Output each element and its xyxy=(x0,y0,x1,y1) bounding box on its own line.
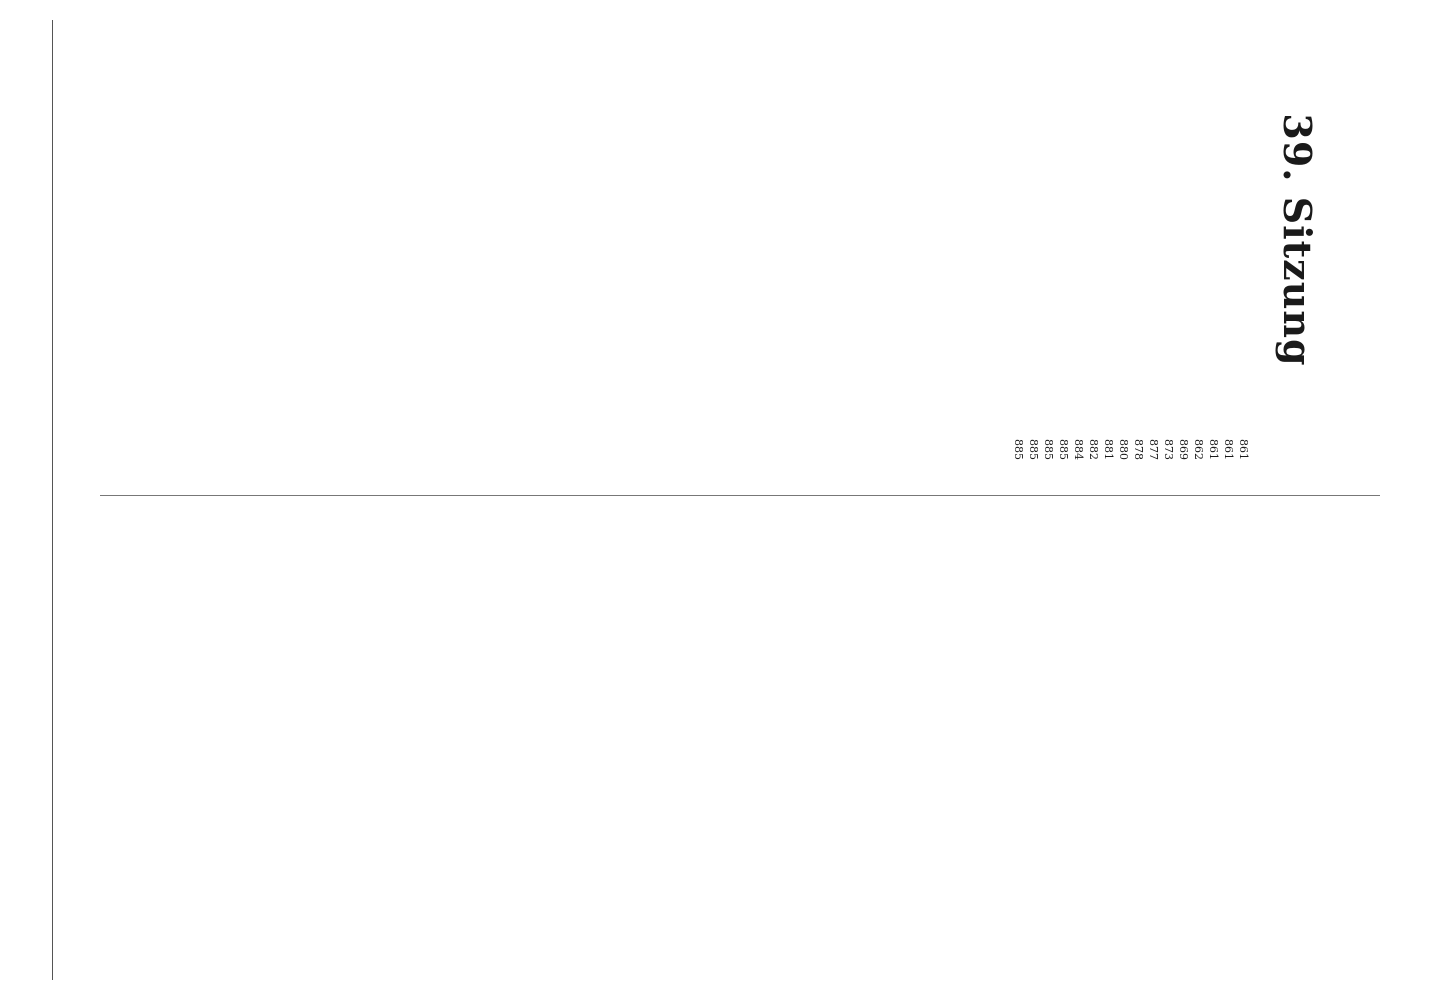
toc-line-page: 862 xyxy=(1192,439,1205,460)
toc-line xyxy=(1221,20,1236,460)
toc-line xyxy=(1011,20,1026,460)
toc-line-page: 869 xyxy=(1177,439,1190,460)
toc-line-page: 880 xyxy=(1117,439,1130,460)
toc-line xyxy=(1191,20,1206,460)
toc-line-page: 882 xyxy=(1087,439,1100,460)
toc-line xyxy=(1116,20,1131,460)
toc-line xyxy=(1236,20,1251,460)
table-of-contents xyxy=(1011,20,1251,460)
toc-line-page: 884 xyxy=(1072,439,1085,460)
toc-line xyxy=(1056,20,1071,460)
digitization-margin-note xyxy=(1410,60,1428,940)
toc-line xyxy=(1086,20,1101,460)
toc-line xyxy=(1026,20,1041,460)
toc-line xyxy=(1041,20,1056,460)
toc-line-page: 861 xyxy=(1207,439,1220,460)
toc-line-page: 885 xyxy=(1027,439,1040,460)
toc-line xyxy=(1131,20,1146,460)
column-divider xyxy=(100,495,1380,496)
toc-line-page: 861 xyxy=(1237,439,1250,460)
toc-line-page: 877 xyxy=(1147,439,1160,460)
toc-line-page: 885 xyxy=(1042,439,1055,460)
toc-line-page: 878 xyxy=(1132,439,1145,460)
session-title: 39. Sitzung xyxy=(1275,113,1320,367)
toc-line xyxy=(1146,20,1161,460)
toc-line xyxy=(1071,20,1086,460)
left-column xyxy=(100,20,1380,460)
toc-line xyxy=(1176,20,1191,460)
toc-line xyxy=(1206,20,1221,460)
toc-line-page: 885 xyxy=(1057,439,1070,460)
right-column xyxy=(100,520,1380,960)
toc-line xyxy=(1161,20,1176,460)
toc-line-page: 873 xyxy=(1162,439,1175,460)
toc-line xyxy=(1101,20,1116,460)
toc-line-page: 881 xyxy=(1102,439,1115,460)
toc-line-page: 885 xyxy=(1012,439,1025,460)
toc-line-page: 861 xyxy=(1222,439,1235,460)
page-header xyxy=(52,20,85,980)
